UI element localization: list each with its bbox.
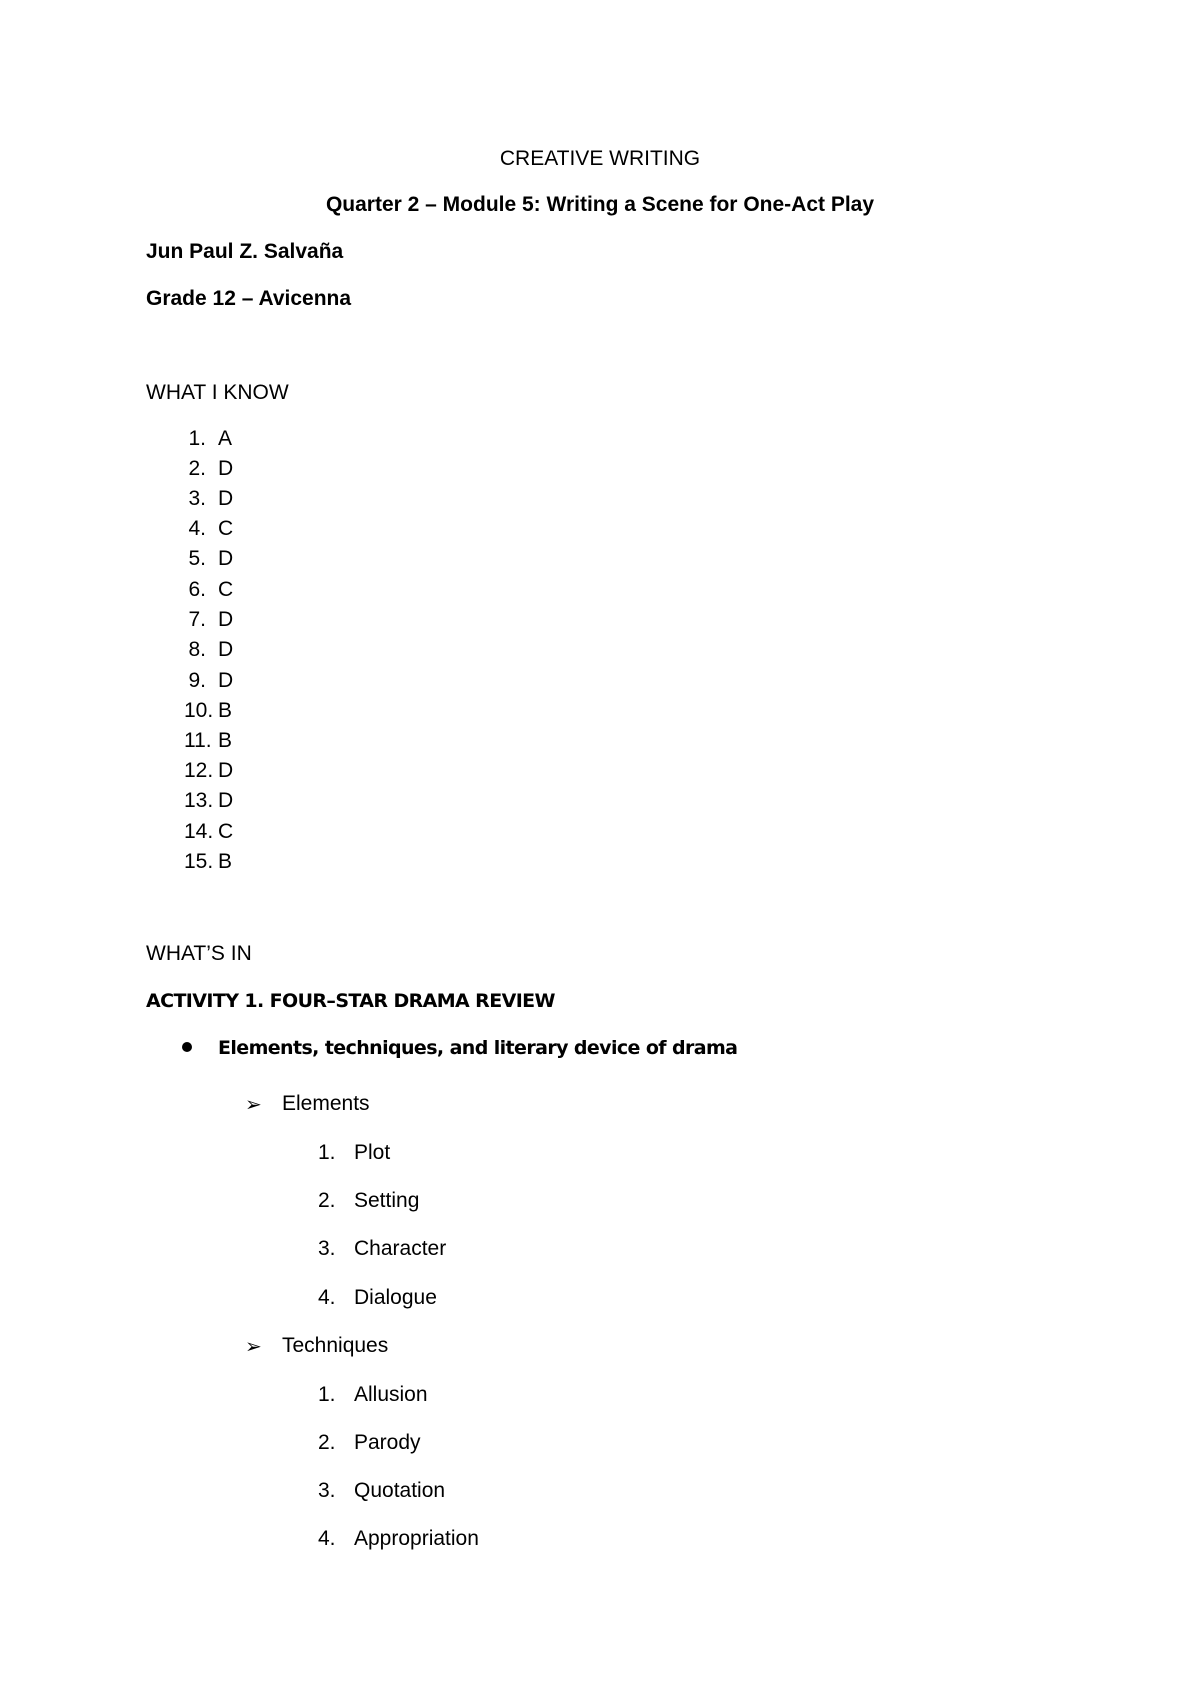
item-number: 12. [184,759,214,782]
item-number: 4. [318,1527,336,1550]
item-answer: D [218,457,234,480]
bullet-text: Elements, techniques, and literary device of drama [218,1037,738,1059]
item-text: Appropriation [354,1527,479,1550]
item-text: Setting [354,1189,420,1212]
item-number: 2. [318,1189,336,1212]
doc-subtitle: Quarter 2 – Module 5: Writing a Scene for One-Act Play [325,193,875,216]
item-number: 9. [188,669,206,692]
item-answer: D [218,638,234,661]
item-number: 2. [318,1431,336,1454]
arrow-bullet-icon: ➢ [245,1094,262,1116]
bullet-icon [182,1042,192,1052]
item-answer: D [218,789,234,812]
doc-title: CREATIVE WRITING [499,147,701,170]
item-number: 3. [318,1479,336,1502]
item-number: 13. [184,789,214,812]
item-number: 3. [188,487,206,510]
item-number: 11. [184,729,212,752]
item-answer: C [218,517,234,540]
item-text: Quotation [354,1479,446,1502]
activity-heading: ACTIVITY 1. FOUR–STAR DRAMA REVIEW [146,990,555,1012]
item-number: 7. [188,608,206,631]
item-answer: D [218,487,234,510]
whats-in-heading: WHAT’S IN [146,942,252,965]
item-text: Allusion [354,1383,428,1406]
item-number: 1. [318,1141,336,1164]
arrow-bullet-icon: ➢ [245,1336,262,1358]
item-text: Parody [354,1431,421,1454]
item-answer: A [218,427,233,450]
item-answer: D [218,547,234,570]
item-answer: B [218,850,233,873]
grade-section: Grade 12 – Avicenna [146,287,352,310]
elements-label: Elements [282,1092,370,1115]
techniques-label: Techniques [282,1334,389,1357]
item-answer: D [218,608,234,631]
item-number: 1. [318,1383,336,1406]
item-number: 10. [184,699,214,722]
item-number: 2. [188,457,206,480]
item-number: 14. [184,820,214,843]
item-answer: B [218,729,233,752]
item-number: 3. [318,1237,336,1260]
item-text: Plot [354,1141,391,1164]
item-answer: C [218,578,234,601]
item-number: 15. [184,850,214,873]
item-answer: D [218,759,234,782]
what-i-know-heading: WHAT I KNOW [146,381,289,404]
item-answer: D [218,669,234,692]
item-number: 5. [188,547,206,570]
item-number: 4. [318,1286,336,1309]
item-text: Dialogue [354,1286,437,1309]
item-number: 4. [188,517,206,540]
author-name: Jun Paul Z. Salvaña [146,240,344,263]
item-answer: C [218,820,234,843]
item-answer: B [218,699,233,722]
item-text: Character [354,1237,447,1260]
item-number: 8. [188,638,206,661]
item-number: 1. [188,427,206,450]
item-number: 6. [188,578,206,601]
